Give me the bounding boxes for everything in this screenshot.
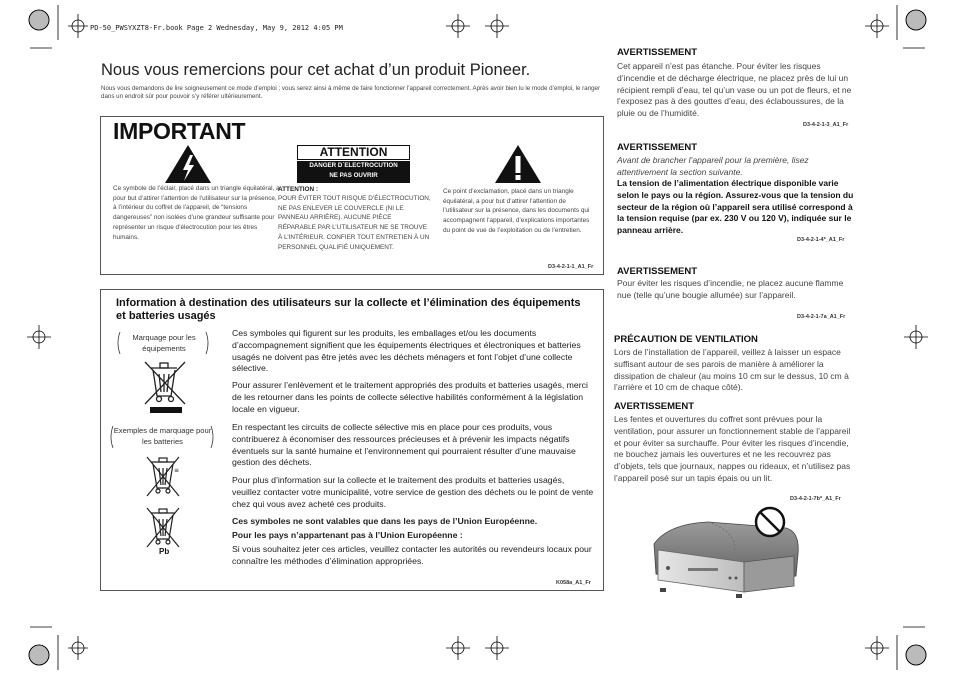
lightning-warning-icon [163,143,213,185]
crosshair-right-mid [904,325,928,349]
ventilation-text: Lors de l’installation de l’appareil, veillez à laisser un espace suffisant autour de ses parois de manière à améliorer la dissipation de chaleur (au moins 10 cm sur le dessus, 10 cm à l’arrière et 10 cm de chaque côté). [614,347,849,393]
weee-bin-crossed-icon [143,358,189,416]
warning-3-text: Pour éviter les risques d’incendie, ne placez aucune flamme nue (telle qu’une bougie allumée) sur l’appareil. [617,278,844,300]
warning-1-title: AVERTISSEMENT [617,47,698,58]
crosshair-2 [446,14,470,38]
warning-2-italic: Avant de brancher l’appareil pour la première, lisez attentivement la section suivante. [617,155,809,177]
attention-subtitle: ATTENTION : [278,186,318,193]
attention-label: ATTENTION [297,145,410,160]
crosshair-4 [865,14,889,38]
svg-text:≡: ≡ [174,467,180,474]
warning-2-ref: D3-4-2-1-4*_A1_Fr [797,237,845,243]
pb-label: Pb [159,547,170,556]
print-header: PD-50_PWSYXZT8-Fr.book Page 2 Wednesday, May 9, 2012 4:05 PM [90,24,343,32]
covered-device-illustration [648,502,808,602]
crosshair-7 [485,636,509,660]
warning-1-ref: D3-4-2-1-3_A1_Fr [803,122,849,128]
ventilation-title: PRÉCAUTION DE VENTILATION [614,334,758,345]
intro-text: Nous vous demandons de lire soigneusement ce mode d’emploi ; vous serez ainsi à même de faire fonctionner l’appareil correctement. Après avoir bien lu le mode d’emploi, le ranger dans un endroit sûr pour pouvoir s’y référer ultérieurement. [101,85,601,100]
corner-target-bl [29,645,49,665]
battery-bin-crossed-icon [145,454,185,500]
info-title: Information à destination des utilisateurs sur la collecte et l’élimination des équipements et batteries usagés [116,297,581,322]
crosshair-left-mid [27,325,51,349]
info-paragraph-1: Ces symboles qui figurent sur les produits, les emballages et/ou les documents d’accompagnement signifient que les équipements électriques et électroniques et batteries usagés ne doivent pas être jetés avec les déchets ménagers et font l’objet d’une collecte sélective. [232,328,581,374]
info-paragraph-7: Si vous souhaitez jeter ces articles, veuillez contacter les autorités ou revendeurs locaux pour connaître les méthodes d’élimination appropriées. [232,544,592,566]
attention-text: POUR ÉVITER TOUT RISQUE D’ÉLECTROCUTION, NE PAS ENLEVER LE COUVERCLE (NI LE PANNEAU ARRIÈRE). AUCUNE PIÈCE RÉPARABLE PAR L’UTILISATEUR NE SE TROUVE À L’INTÉRIEUR. CONFIER TOUT ENTRETIEN À UN PERSONNEL QUALIFIÉ UNIQUEMENT. [278,195,431,251]
warning-5-text: Les fentes et ouvertures du coffret sont prévues pour la ventilation, pour assurer un fonctionnement stable de l’appareil et pour éviter sa surchauffe. Pour éviter les risques d’incendie, ne bouchez jamais les ouvertures et ne les recouvrez pas d’objets, tels que journaux, nappes ou rideaux, et n’utilisez pas l’appareil posé sur un tapis épais ou un lit. [614,414,851,483]
info-paragraph-3: En respectant les circuits de collecte sélective mis en place pour ces produits, vous contribuerez à économiser des ressources précieuses et à prévenir les impacts négatifs éventuels sur la santé humaine et l’environnement qui pourraient résulter d’une mauvaise gestion des déchets. [232,422,576,468]
attention-band [297,161,410,183]
info-ref: K058a_A1_Fr [556,580,591,586]
corner-target-br [906,645,926,665]
corner-target-tl [29,10,49,30]
crosshair-1 [68,14,88,38]
corner-target-tr [906,10,926,30]
attention-band-line-2: NE PAS OUVRIR [329,172,378,179]
crosshair-8 [865,636,889,660]
crosshair-6 [446,636,470,660]
important-title: IMPORTANT [113,118,246,144]
warning-5-title: AVERTISSEMENT [614,401,695,412]
info-paragraph-6: Pour les pays n’appartenant pas à l’Union Européenne : [232,530,463,540]
battery-pb-bin-crossed-icon [145,505,185,551]
info-paragraph-2: Pour assurer l’enlèvement et le traitement appropriés des produits et batteries usagés, merci de les retourner dans les points de collecte sélective habilités conformément à la législation locale en vigueur. [232,380,588,414]
important-ref: D3-4-2-1-1_A1_Fr [548,264,594,270]
warning-3-title: AVERTISSEMENT [617,266,698,277]
attention-band-line-1: DANGER D´ELECTROCUTION [309,162,398,169]
lightning-text: Ce symbole de l’éclair, placé dans un triangle équilatéral, a pour but d’attirer l’attention de l’utilisateur sur la présence, à l’intérieur du coffret de l’appareil, de “tensions dangereuses” non isolées d’une grandeur suffisante pour représenter un risque d’électrocution pour les êtres humains. [113,185,280,241]
label-products: Marquage pour les équipements [132,333,196,353]
warning-2-bold: La tension de l’alimentation électrique disponible varie selon le pays ou la région. Assurez-vous que la tension du secteur de la région où l’appareil sera utilisé correspond à la tension requise (par ex. 230 V ou 120 V), indiquée sur le panneau arrière. [617,178,854,236]
exclamation-text: Ce point d’exclamation, placé dans un triangle équilatéral, a pour but d’attirer l’attention de l’utilisateur sur la présence, dans les documents qui accompagnent l’appareil, d’explications importantes du point de vue de l’exploitation ou de l’entretien. [443,188,590,234]
page-title: Nous vous remercions pour cet achat d’un produit Pioneer. [101,61,531,79]
exclamation-warning-icon [493,143,543,185]
label-batteries: Exemples de marquage pour les batteries [113,426,212,446]
info-paragraph-4: Pour plus d’information sur la collecte et le traitement des produits et batteries usagés, veuillez contacter votre municipalité, votre service de gestion des déchets ou le point de vente chez qui vous avez acheté ces produits. [232,475,594,509]
warning-5-ref: D3-4-2-1-7b*_A1_Fr [790,496,841,502]
warning-1-text: Cet appareil n’est pas étanche. Pour éviter les risques d’incendie et de décharge électrique, ne placez près de lui un récipient rempli d’eau, tel qu’un vase ou un pot de fleurs, et ne l’exposez pas à des gouttes d’eau, des éclaboussures, de la pluie ou de l’humidité. [617,61,852,119]
info-paragraph-5: Ces symboles ne sont valables que dans les pays de l’Union Européenne. [232,516,538,526]
warning-2-title: AVERTISSEMENT [617,142,698,153]
crosshair-5 [68,636,88,660]
prohibition-sign [756,508,784,536]
crosshair-3 [485,14,509,38]
warning-3-ref: D3-4-2-1-7a_A1_Fr [797,314,846,320]
